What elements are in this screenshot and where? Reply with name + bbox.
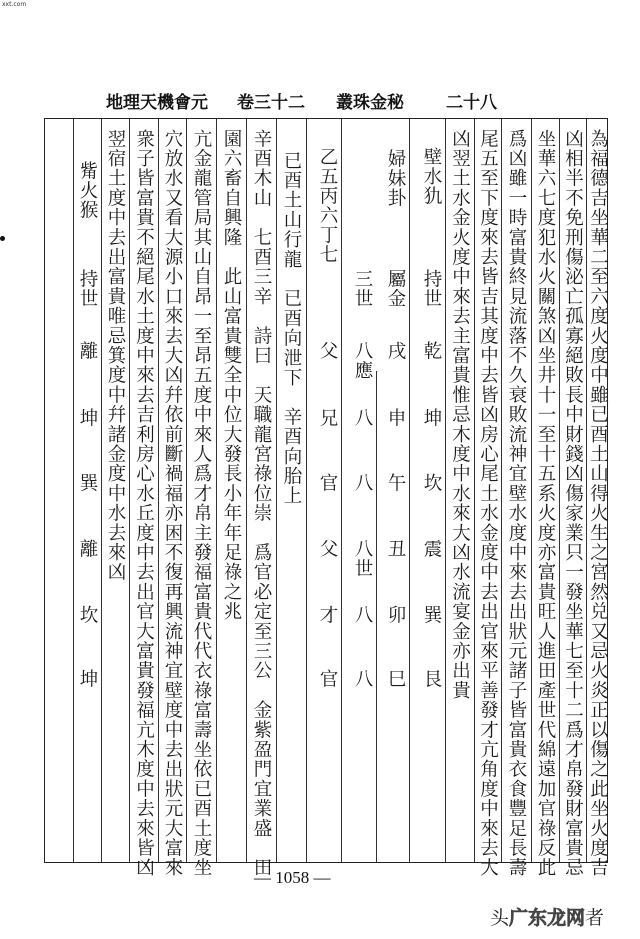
column-12: [216, 119, 246, 862]
mansion-header: 壁水犰: [421, 147, 442, 206]
relation-cell: 官: [317, 669, 338, 689]
relation-cell: 才: [317, 605, 338, 625]
chi-label: 持世: [77, 269, 98, 308]
trigram-cell: 離: [77, 341, 98, 361]
trigram-cell: 離: [77, 539, 98, 559]
column-15: [129, 119, 158, 878]
column-10: [276, 119, 306, 862]
watermark-suffix: 者: [585, 907, 605, 929]
number-cell: 八: [352, 473, 373, 493]
volume-label: 卷三十二: [237, 93, 305, 113]
element-label: 屬金: [385, 269, 406, 308]
site-watermark: xxt.com: [2, 1, 27, 8]
column-text: 穴放水又看大源小口來去大凶幷依前斷禍福亦困不復再興流神宜壁度中去出狀元大富來: [162, 129, 183, 878]
column-text: 辛酉木山 七酉三辛 詩曰 天職龍宮祿位崇 爲官必定至三公 金紫盈門宜業盛 田: [251, 129, 272, 878]
trigram-cell: 坤: [421, 408, 442, 428]
leaf-number: 二十八: [446, 93, 497, 113]
scan-speck: [0, 236, 5, 241]
column-9-relations: [306, 119, 341, 862]
column-18-empty: [45, 119, 73, 862]
column-text: 尾五至下度來去皆吉其度中去皆凶房心尾土水金度中去出官來平善發才亢角度中來去大: [477, 129, 499, 878]
number-cell: 八世: [352, 539, 373, 578]
branch-cell: 申: [385, 408, 406, 428]
number-cell: 八: [352, 408, 373, 428]
relation-cell: 兄: [317, 408, 338, 428]
number-cell: 八應: [352, 341, 373, 380]
branch-cell: 卯: [385, 605, 406, 625]
watermark-prefix: 头: [490, 907, 510, 929]
branch-cell: 巳: [385, 669, 406, 689]
column-text: 已酉土山行龍 已酉向泄下 辛酉向胎上: [281, 151, 302, 506]
trigram-cell: 艮: [421, 669, 442, 689]
column-text: 為福德吉坐華二至六度火度中雖已酉土山得火生之宮然兑又忌火炎正以傷之此坐火度吉: [587, 129, 609, 878]
column-3: [531, 119, 559, 878]
column-11: [246, 119, 276, 878]
column-6: [445, 119, 474, 862]
relation-cell: 官: [317, 473, 338, 493]
chi-label: 持世: [421, 269, 442, 308]
number-cell: 八: [352, 605, 373, 625]
book-title: 地理天機會元: [106, 93, 208, 113]
column-14: [158, 119, 186, 878]
column-7-trigram: [409, 119, 445, 862]
stem-header: 乙五丙六丁七: [317, 147, 338, 264]
trigram-cell: 巽: [77, 473, 98, 493]
branch-cell: 丑: [385, 539, 406, 559]
column-text: 凶翌土水金火度中來去主富貴惟忌木度中水來大凶水流宴金亦出貴: [449, 129, 471, 701]
column-17-trigram: [73, 119, 101, 862]
hexagram-name: 婦妹卦: [385, 149, 406, 208]
trigram-cell: 坎: [77, 605, 98, 625]
column-text: 衆子皆富貴不絕尾水土度中來去吉利房心水丘度中去出官大富貴發福亢木度中去來皆凶: [133, 129, 155, 878]
trigram-cell: 乾: [421, 341, 442, 361]
trigram-cell: 巽: [421, 605, 442, 625]
column-text: 凶相半不免刑傷泌亡孤寡絕敗長中財錢凶傷家業只一發坐華七至十二爲才帛發財富貴忌: [562, 129, 584, 878]
watermark-brand: 广东龙网: [509, 907, 586, 929]
mansion-header: 觜火猴: [77, 161, 98, 220]
column-text: 爲凶雖一時富貴終見流落不久衰敗流神宜壁水度中來去出狀元諸子皆富貴衣食豐足長壽: [506, 129, 527, 878]
column-5: [474, 119, 501, 878]
column-text: 坐華六七度犯水火關煞凶坐井十一至十五系火度亦富貴旺人進田產世代綿遠加官祿反此: [535, 129, 556, 878]
column-8-hexagram: [341, 119, 409, 862]
hexagram-branches: [376, 119, 409, 862]
trigram-cell: 坤: [77, 408, 98, 428]
column-text: 翌宿土度中去出富貴唯忌箕度中幷諸金度中水去來凶: [105, 129, 126, 583]
hexagram-numbers: [342, 119, 376, 862]
column-4: [501, 119, 531, 878]
generation-label: 三世: [352, 269, 373, 308]
source-watermark: [490, 903, 604, 930]
section-title: 叢珠金秘: [336, 93, 404, 113]
trigram-cell: 震: [421, 539, 442, 559]
trigram-cell: 坤: [77, 669, 98, 689]
running-head: [0, 88, 640, 112]
branch-cell: 戌: [385, 341, 406, 361]
page-number: — 1058 —: [254, 868, 331, 887]
column-13: [186, 119, 216, 878]
relation-cell: 父: [317, 341, 338, 361]
column-text: 亢金龍管局其山自昂一至昂五度中來人爲才帛主發福富貴代代衣祿富壽坐依已酉土度坐: [191, 129, 212, 878]
branch-cell: 午: [385, 473, 406, 493]
column-text: 園六畜自興隆 此山富貴雙全中位大發長小年年足祿之兆: [221, 129, 242, 622]
column-1: [586, 119, 609, 878]
relation-cell: 父: [317, 539, 338, 559]
number-cell: 八: [352, 669, 373, 689]
trigram-cell: 坎: [421, 473, 442, 493]
column-16: [101, 119, 129, 862]
column-2: [559, 119, 586, 878]
